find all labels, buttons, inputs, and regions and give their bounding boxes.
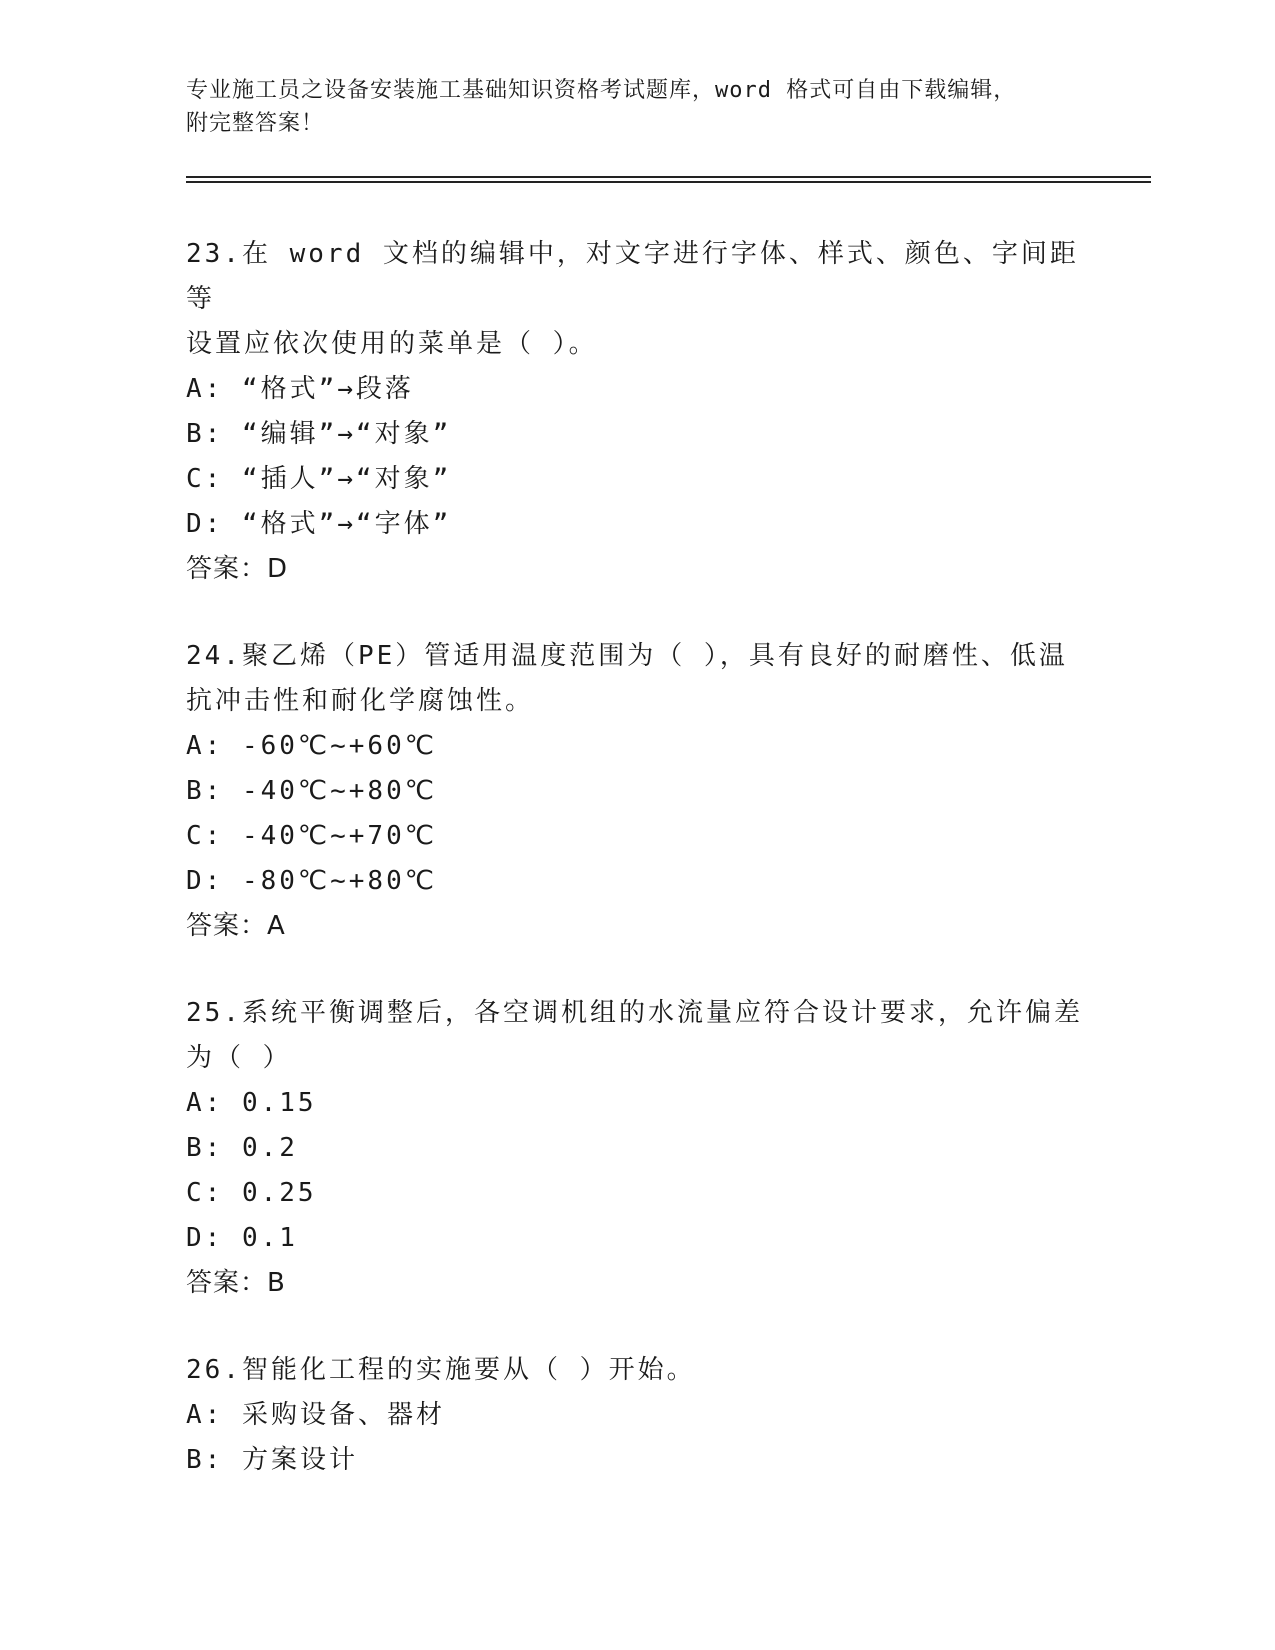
header-divider-bottom (186, 181, 1151, 183)
question-stem-line: 24.聚乙烯（PE）管适用温度范围为（ ），具有良好的耐磨性、低温 (186, 641, 1068, 671)
option-b: B: -40℃~+80℃ (186, 776, 437, 806)
answer: 答案：A (186, 911, 286, 941)
option-b: B: “编辑”→“对象” (186, 419, 452, 449)
option-a: A: -60℃~+60℃ (186, 731, 437, 761)
header-line-2: 附完整答案！ (186, 111, 325, 136)
option-a: A: 0.15 (186, 1088, 317, 1118)
header-divider-top (186, 176, 1151, 178)
question-23 (186, 232, 1086, 592)
option-a: A: “格式”→段落 (186, 374, 414, 404)
option-c: C: “插人”→“对象” (186, 464, 452, 494)
answer: 答案：D (186, 554, 289, 584)
option-b: B: 方案设计 (186, 1445, 358, 1475)
question-stem-line: 23.在 word 文档的编辑中，对文字进行字体、样式、颜色、字间距等 (186, 239, 1079, 314)
option-c: C: 0.25 (186, 1178, 317, 1208)
question-26 (186, 1348, 1086, 1483)
document-header (186, 74, 1086, 140)
question-stem-line: 25.系统平衡调整后，各空调机组的水流量应符合设计要求，允许偏差 (186, 998, 1083, 1028)
question-stem-line: 设置应依次使用的菜单是（ ）。 (186, 329, 598, 359)
question-stem-line: 为（ ） (186, 1043, 292, 1073)
question-25 (186, 991, 1086, 1306)
question-stem-line: 抗冲击性和耐化学腐蚀性。 (186, 686, 535, 716)
option-d: D: 0.1 (186, 1223, 298, 1253)
question-24 (186, 634, 1086, 949)
answer: 答案：B (186, 1268, 286, 1298)
option-d: D: “格式”→“字体” (186, 509, 452, 539)
option-c: C: -40℃~+70℃ (186, 821, 437, 851)
header-line-1: 专业施工员之设备安装施工基础知识资格考试题库，word 格式可自由下载编辑， (186, 78, 1017, 103)
question-stem-line: 26.智能化工程的实施要从（ ）开始。 (186, 1355, 696, 1385)
question-list (186, 232, 1086, 1525)
option-a: A: 采购设备、器材 (186, 1400, 445, 1430)
option-b: B: 0.2 (186, 1133, 298, 1163)
option-d: D: -80℃~+80℃ (186, 866, 437, 896)
